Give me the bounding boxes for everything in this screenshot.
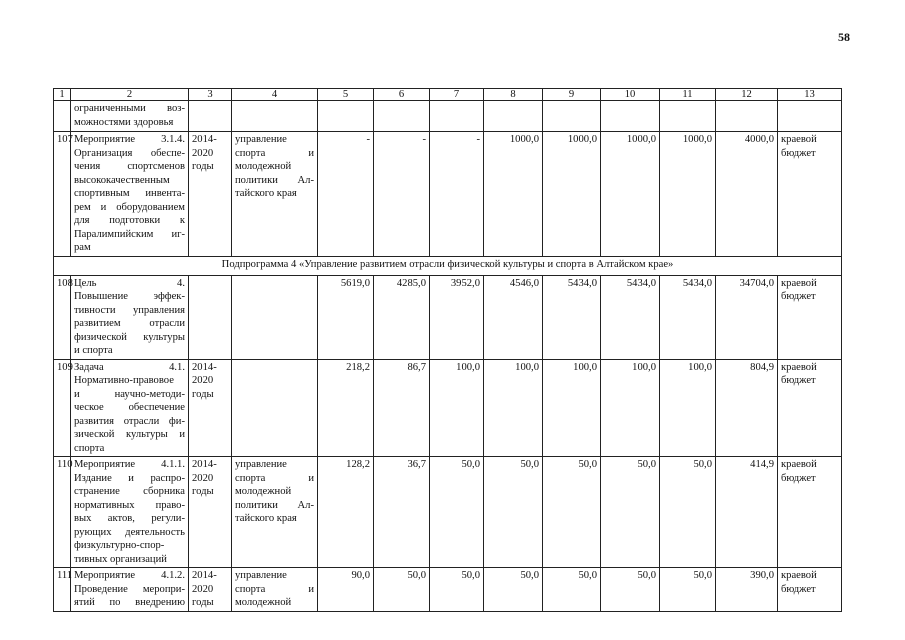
- total-cell: 4000,0: [716, 132, 778, 257]
- value-cell: 100,0: [484, 359, 543, 457]
- period-cell: [189, 101, 232, 132]
- cell-text-line: годы: [192, 597, 214, 608]
- cell-text-line: 2020: [192, 583, 214, 595]
- value-cell: 50,0: [430, 457, 484, 568]
- value-cell: 4285,0: [374, 275, 430, 359]
- cell-text-line: спортивным инвента-: [74, 188, 185, 199]
- cell-text-line: спорта: [74, 442, 105, 454]
- column-header: 6: [374, 89, 430, 101]
- activity-name-cell: [71, 132, 189, 257]
- cell-text-line: краевой: [781, 570, 817, 581]
- cell-text-line: политики Ал-: [235, 174, 314, 186]
- executor-cell: [232, 275, 318, 359]
- value-cell: [318, 101, 374, 132]
- value-cell: 100,0: [601, 359, 660, 457]
- cell-text-line: Организация обеспе-: [74, 147, 185, 159]
- value-cell: [484, 101, 543, 132]
- cell-text-line: тивности управления: [74, 304, 185, 316]
- column-header: 8: [484, 89, 543, 101]
- program-activities-table: [53, 88, 842, 612]
- cell-text-line: чения спортсменов: [74, 161, 185, 172]
- value-cell: 50,0: [543, 568, 601, 612]
- column-header: 9: [543, 89, 601, 101]
- executor-cell: [232, 101, 318, 132]
- executor-cell: [232, 132, 318, 257]
- value-cell: 1000,0: [484, 132, 543, 257]
- cell-text-line: краевой: [781, 459, 817, 470]
- page-number: 58: [838, 30, 850, 44]
- cell-text-line: молодежной: [235, 597, 292, 608]
- value-cell: 1000,0: [660, 132, 716, 257]
- cell-text-line: Проведение меропри-: [74, 583, 185, 595]
- value-cell: [374, 101, 430, 132]
- column-header: 1: [54, 89, 71, 101]
- column-header: 12: [716, 89, 778, 101]
- value-cell: [601, 101, 660, 132]
- cell-text-line: бюджет: [781, 147, 816, 159]
- value-cell: 128,2: [318, 457, 374, 568]
- table-row: [54, 359, 842, 457]
- subprogram-title: Подпрограмма 4 «Управление развитием отрасли физической культуры и спорта в Алтайском крае»: [54, 256, 842, 275]
- funding-source-cell: [778, 275, 842, 359]
- cell-text-line: краевой: [781, 361, 817, 373]
- cell-text-line: краевой: [781, 134, 817, 145]
- value-cell: 1000,0: [601, 132, 660, 257]
- table-row: [54, 132, 842, 257]
- value-cell: 3952,0: [430, 275, 484, 359]
- funding-source-cell: [778, 101, 842, 132]
- value-cell: 50,0: [484, 457, 543, 568]
- value-cell: 5619,0: [318, 275, 374, 359]
- row-number-cell: [54, 101, 71, 132]
- value-cell: 86,7: [374, 359, 430, 457]
- column-header: 7: [430, 89, 484, 101]
- executor-cell: [232, 359, 318, 457]
- cell-text-line: физкультурно-спор-: [74, 540, 165, 551]
- value-cell: -: [318, 132, 374, 257]
- value-cell: 100,0: [543, 359, 601, 457]
- cell-text-line: спорта и: [235, 147, 314, 159]
- value-cell: 50,0: [543, 457, 601, 568]
- cell-text-line: Паралимпийским иг-: [74, 228, 185, 240]
- cell-text-line: нормативных право-: [74, 499, 185, 511]
- cell-text-line: тайского края: [235, 188, 297, 199]
- cell-text-line: годы: [192, 388, 214, 400]
- cell-text-line: Мероприятие 4.1.1.: [74, 459, 185, 470]
- funding-source-cell: [778, 457, 842, 568]
- funding-source-cell: [778, 359, 842, 457]
- cell-text-line: краевой: [781, 277, 817, 289]
- subprogram-row: [54, 256, 842, 275]
- row-number-cell: 108: [54, 275, 71, 359]
- cell-text-line: Мероприятие 3.1.4.: [74, 134, 185, 145]
- cell-text-line: годы: [192, 486, 214, 497]
- cell-text-line: годы: [192, 161, 214, 172]
- table-row: [54, 457, 842, 568]
- value-cell: 50,0: [601, 457, 660, 568]
- value-cell: [430, 101, 484, 132]
- cell-text-line: тивных организаций: [74, 553, 167, 565]
- cell-text-line: и спорта: [74, 345, 113, 356]
- cell-text-line: высококачественным: [74, 174, 170, 186]
- column-header: 4: [232, 89, 318, 101]
- cell-text-line: молодежной: [235, 486, 292, 497]
- cell-text-line: рем и оборудованием: [74, 201, 185, 213]
- executor-cell: [232, 457, 318, 568]
- total-cell: 414,9: [716, 457, 778, 568]
- cell-text-line: управление: [235, 459, 287, 470]
- value-cell: 5434,0: [601, 275, 660, 359]
- executor-cell: [232, 568, 318, 612]
- total-cell: 804,9: [716, 359, 778, 457]
- value-cell: 50,0: [430, 568, 484, 612]
- activity-name-cell: [71, 457, 189, 568]
- row-number-cell: 111: [54, 568, 71, 612]
- value-cell: 50,0: [660, 457, 716, 568]
- cell-text-line: бюджет: [781, 583, 816, 595]
- cell-text-line: рующих деятельность: [74, 526, 185, 538]
- cell-text-line: вых актов, регули-: [74, 513, 185, 524]
- value-cell: 50,0: [601, 568, 660, 612]
- cell-text-line: странение сборника: [74, 486, 185, 497]
- table-row: [54, 568, 842, 612]
- value-cell: [660, 101, 716, 132]
- cell-text-line: тайского края: [235, 513, 297, 524]
- cell-text-line: Нормативно-правовое: [74, 375, 174, 386]
- column-header: 5: [318, 89, 374, 101]
- value-cell: 36,7: [374, 457, 430, 568]
- period-cell: [189, 132, 232, 257]
- column-header: 3: [189, 89, 232, 101]
- cell-text-line: 2014-: [192, 361, 217, 373]
- cell-text-line: управление: [235, 570, 287, 581]
- funding-source-cell: [778, 568, 842, 612]
- cell-text-line: 2014-: [192, 134, 217, 145]
- cell-text-line: развития отрасли фи-: [74, 415, 185, 427]
- cell-text-line: молодежной: [235, 161, 292, 172]
- column-header: 11: [660, 89, 716, 101]
- row-number-cell: 110: [54, 457, 71, 568]
- cell-text-line: Издание и распро-: [74, 472, 185, 484]
- value-cell: [543, 101, 601, 132]
- cell-text-line: физической культуры: [74, 331, 185, 343]
- value-cell: 50,0: [660, 568, 716, 612]
- cell-text-line: 2014-: [192, 459, 217, 470]
- cell-text-line: Задача 4.1.: [74, 361, 185, 373]
- cell-text-line: 2014-: [192, 570, 217, 581]
- cell-text-line: можностями здоровья: [74, 116, 174, 128]
- row-number-cell: 109: [54, 359, 71, 457]
- total-cell: [716, 101, 778, 132]
- period-cell: [189, 457, 232, 568]
- cell-text-line: бюджет: [781, 375, 816, 386]
- value-cell: 100,0: [430, 359, 484, 457]
- cell-text-line: для подготовки к: [74, 215, 185, 226]
- cell-text-line: спорта и: [235, 583, 314, 595]
- cell-text-line: 2020: [192, 147, 214, 159]
- cell-text-line: рам: [74, 242, 91, 253]
- value-cell: 4546,0: [484, 275, 543, 359]
- value-cell: 50,0: [484, 568, 543, 612]
- cell-text-line: Повышение эффек-: [74, 291, 185, 302]
- column-header: 2: [71, 89, 189, 101]
- total-cell: 390,0: [716, 568, 778, 612]
- cell-text-line: спорта и: [235, 472, 314, 484]
- value-cell: 5434,0: [543, 275, 601, 359]
- cell-text-line: управление: [235, 134, 287, 145]
- value-cell: 218,2: [318, 359, 374, 457]
- cell-text-line: Мероприятие 4.1.2.: [74, 570, 185, 581]
- value-cell: 1000,0: [543, 132, 601, 257]
- column-header: 10: [601, 89, 660, 101]
- activity-name-cell: [71, 275, 189, 359]
- cell-text-line: ятий по внедрению: [74, 597, 185, 608]
- row-number-cell: 107: [54, 132, 71, 257]
- cell-text-line: зической культуры и: [74, 429, 185, 440]
- cell-text-line: политики Ал-: [235, 499, 314, 511]
- column-header: 13: [778, 89, 842, 101]
- column-number-header-row: [54, 89, 842, 101]
- table-row-continuation: [54, 101, 842, 132]
- cell-text-line: бюджет: [781, 472, 816, 484]
- activity-name-cell: [71, 101, 189, 132]
- funding-source-cell: [778, 132, 842, 257]
- cell-text-line: и научно-методи-: [74, 388, 185, 400]
- activity-name-cell: [71, 568, 189, 612]
- period-cell: [189, 275, 232, 359]
- value-cell: 100,0: [660, 359, 716, 457]
- table-row: [54, 275, 842, 359]
- value-cell: 5434,0: [660, 275, 716, 359]
- cell-text-line: ограниченными воз-: [74, 103, 185, 114]
- period-cell: [189, 568, 232, 612]
- cell-text-line: бюджет: [781, 291, 816, 302]
- cell-text-line: 2020: [192, 375, 214, 386]
- value-cell: 90,0: [318, 568, 374, 612]
- cell-text-line: Цель 4.: [74, 277, 185, 289]
- cell-text-line: развитием отрасли: [74, 318, 185, 329]
- cell-text-line: 2020: [192, 472, 214, 484]
- total-cell: 34704,0: [716, 275, 778, 359]
- cell-text-line: ческое обеспечение: [74, 402, 185, 413]
- value-cell: -: [430, 132, 484, 257]
- period-cell: [189, 359, 232, 457]
- value-cell: -: [374, 132, 430, 257]
- value-cell: 50,0: [374, 568, 430, 612]
- activity-name-cell: [71, 359, 189, 457]
